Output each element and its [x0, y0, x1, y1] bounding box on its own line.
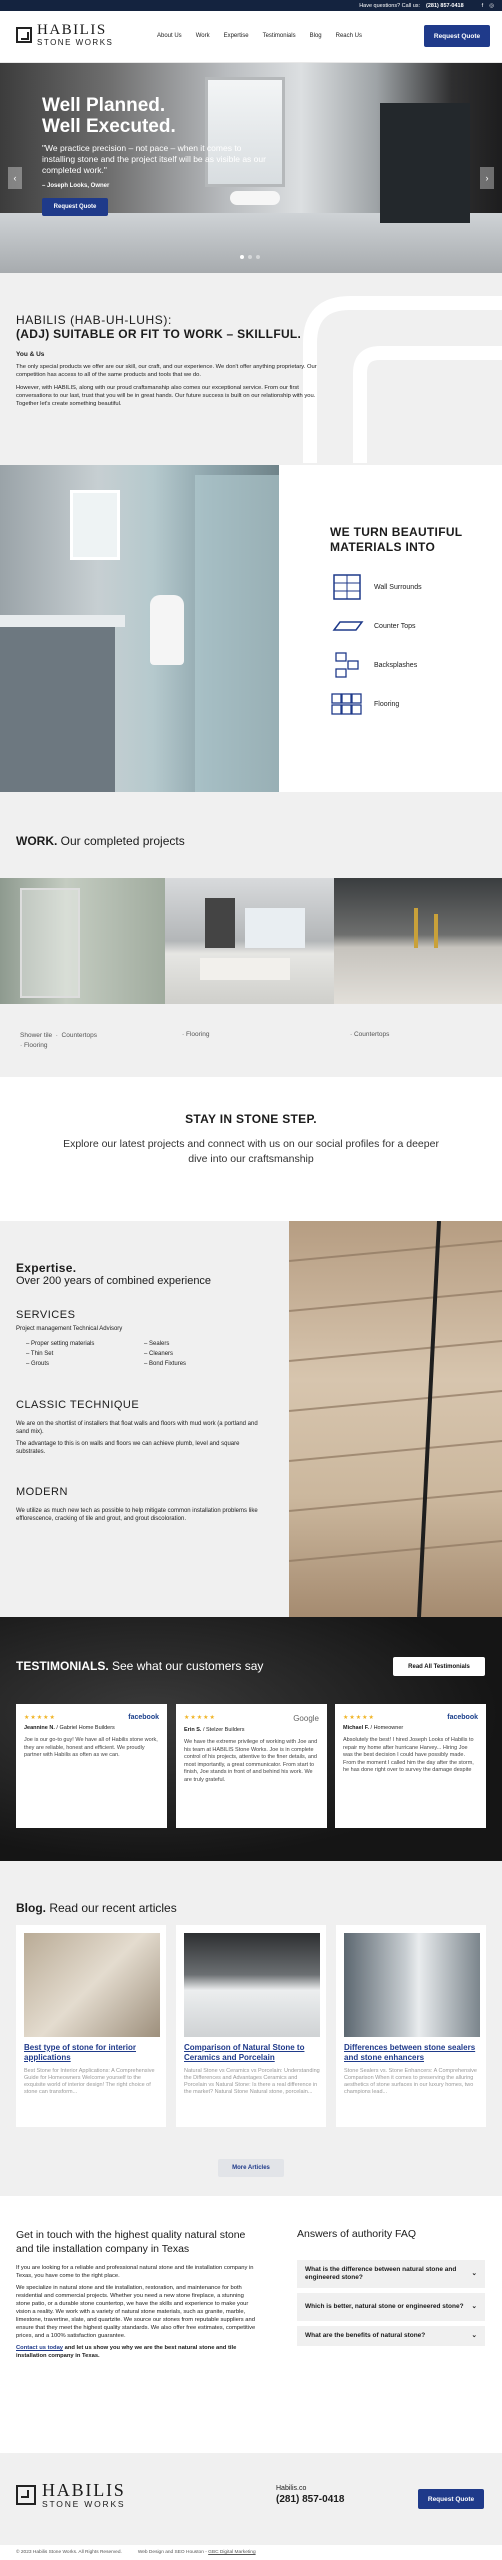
site-footer — [0, 2453, 502, 2545]
hero-quote: "We practice precision – not pace – when it comes to installing stone and the project itself will be as visible as our completed work." — [42, 143, 266, 175]
footer-request-quote-button[interactable]: Request Quote — [418, 2489, 484, 2509]
blog-card-1[interactable]: Best type of stone for interior applications Best Stone for Interior Applications: A Comprehensive Guide for Homeowners Welcome yourself to the exquisite world of interior design! The right choice of stone can transform... — [16, 1925, 166, 2127]
testimonials-heading: TESTIMONIALS. See what our customers say — [16, 1659, 264, 1673]
classic-title: CLASSIC TECHNIQUE — [16, 1399, 140, 1411]
testimonial-card-1: ★★★★★ facebook Jeannine N. / Gabriel Home Builders Joe is our go-to guy! We have all of Habilis stone work, they are reliable, honest and efficient. We proudly partner with Habilis as often as we can. — [16, 1704, 167, 1828]
contact-heading: Get in touch with the highest quality natural stone and tile installation company in Texas — [16, 2229, 246, 2255]
classic-p1: We are on the shortlist of installers that float walls and floors with mud work (a portland and sand mix). — [16, 1421, 258, 1435]
about-heading-2: (ADJ) SUITABLE OR FIT TO WORK – SKILLFUL. — [16, 327, 302, 341]
logo-main: HABILIS — [37, 22, 107, 38]
social-section — [0, 1077, 502, 1221]
material-wall-surrounds: Wall Surrounds — [330, 573, 422, 601]
hero-request-quote-button[interactable]: Request Quote — [42, 198, 108, 216]
blog-image-1[interactable] — [24, 1933, 160, 2037]
google-icon: Google — [293, 1714, 319, 1723]
materials-panel — [279, 465, 502, 792]
flooring-icon — [330, 690, 364, 718]
modern-p: We utilize as much new tech as possible to help mitigate common installation problems like efflorescence, cracking of tile and grout, and grout discoloration. — [16, 1508, 258, 1522]
social-heading: STAY IN STONE STEP. — [185, 1112, 317, 1126]
logo-sub: STONE WORKS — [37, 38, 114, 47]
copyright: © 2023 Habilis Stone Works. All Rights Reserved. — [16, 2550, 122, 2555]
expertise-section — [0, 1221, 289, 1617]
nav-about[interactable]: About Us — [157, 33, 182, 39]
contact-p2: We specialize in natural stone and tile installation, restoration, and maintenance for both residential and commercial projects. Whether you need a new stone fireplace, a stunning stone patio, or a durable stone countertop, we have the skills and experience to make your vision a reality. We work with a variety of natural stone materials, such as granite, marble, limestone, travertine, slate, and quartzite. We source our stones from reputable suppliers and ensure that they meet the highest quality standards. We also offer free estimates, competitive prices, and a 100% satisfaction guarantee. — [16, 2285, 256, 2339]
backsplash-icon — [330, 651, 364, 679]
hero-title-2: Well Executed. — [42, 116, 176, 137]
chevron-down-icon: ⌄ — [471, 2332, 477, 2339]
hero-prev-arrow-icon[interactable]: ‹ — [8, 167, 22, 189]
top-bar — [0, 0, 502, 11]
footer-bottom: © 2023 Habilis Stone Works. All Rights Reserved. Web Design and SEO Houston - GBC Digital Marketing — [0, 2545, 502, 2560]
faq-item-3[interactable]: What are the benefits of natural stone? ⌄ — [297, 2326, 485, 2346]
chevron-down-icon: ⌄ — [471, 2270, 477, 2277]
work-section — [0, 792, 502, 1077]
footer-site[interactable]: Habilis.co — [276, 2485, 307, 2492]
materials-heading: WE TURN BEAUTIFUL MATERIALS INTO — [330, 525, 463, 554]
expertise-heading-rest: Over 200 years of combined experience — [16, 1275, 212, 1287]
blog-card-2[interactable]: Comparison of Natural Stone to Ceramics and Porcelain Natural Stone vs Ceramics vs Porcelain: Understanding the Differences and Advantages Ceramics and Porcelain vs Natural Stone: Is there a real difference in the market? Natural Stone Natural stone, porcelain... — [176, 1925, 326, 2127]
services-sub: Project management Technical Advisory — [16, 1326, 123, 1332]
work-tags-2: · Flooring — [182, 1031, 210, 1038]
hero-slider — [0, 63, 502, 273]
more-articles-button[interactable]: More Articles — [218, 2159, 284, 2177]
logo-mark-icon — [16, 27, 32, 43]
blog-heading: Blog. Read our recent articles — [16, 1901, 177, 1915]
about-heading-1: HABILIS (HAB-UH-LUHS): — [16, 313, 172, 327]
wall-surrounds-icon — [330, 573, 364, 601]
blog-image-3[interactable] — [344, 1933, 480, 2037]
header-request-quote-button[interactable]: Request Quote — [424, 25, 490, 47]
staircase-photo — [289, 1221, 502, 1617]
counter-top-icon — [330, 612, 364, 640]
logo[interactable] — [16, 23, 113, 47]
chevron-down-icon: ⌄ — [471, 2303, 477, 2310]
nav-blog[interactable]: Blog — [309, 33, 322, 39]
about-p1: The only special products we offer are our skill, our craft, and our experience. We don't offer anything proprietary. Our competition has access to all of the same products and tools that we do. — [16, 364, 317, 378]
nav-testimonials[interactable]: Testimonials — [262, 33, 296, 39]
instagram-icon[interactable]: ◎ — [489, 2, 494, 9]
hero-title-1: Well Planned. — [42, 95, 166, 116]
site-header — [0, 11, 502, 63]
read-all-testimonials-button[interactable]: Read All Testimonials — [393, 1657, 485, 1676]
hero-next-arrow-icon[interactable]: › — [480, 167, 494, 189]
classic-p2: The advantage to this is on walls and floors we can achieve plumb, level and square substrates. — [16, 1441, 240, 1455]
material-flooring: Flooring — [330, 690, 422, 718]
social-text: Explore our latest projects and connect with us on our social profiles for a deeper dive into our craftsmanship — [63, 1138, 439, 1165]
top-bar-phone[interactable]: (281) 857-0418 — [426, 2, 464, 9]
nav-reach[interactable]: Reach Us — [335, 33, 362, 39]
blog-section — [0, 1861, 502, 2196]
footer-logo[interactable]: HABILIS STONE WORKS — [16, 2481, 126, 2509]
services-title: SERVICES — [16, 1309, 76, 1321]
bathroom-photo — [0, 465, 279, 792]
work-tags-1: Shower tile · Countertops · Flooring — [20, 1032, 97, 1049]
contact-p3: Contact us today and let us show you why we are the best natural stone and tile installation company in Texas. — [16, 2345, 237, 2359]
facebook-icon: facebook — [447, 1714, 478, 1721]
faq-heading: Answers of authority FAQ — [297, 2228, 417, 2240]
blog-card-3[interactable]: Differences between stone sealers and stone enhancers Stone Sealers vs. Stone Enhancers: A Comprehensive Comparison When it comes to preserving the alluring aesthetics of stone surfaces in our luxury homes, two champions lead... — [336, 1925, 486, 2127]
testimonial-card-2: ★★★★★ Google Erin S. / Stelzer Builders We have the extreme privilege of working with Joe and his team at HABILIS Stone Works. Joe is in complete control of his projects, attentive to the finer details, and most importantly, a great communicator. From start to finish, Joe stands in front of and behind his work. We are truly grateful. — [176, 1704, 327, 1828]
logo-mark-icon — [16, 2485, 36, 2505]
work-photo-1[interactable] — [0, 878, 165, 1004]
top-bar-question: Have questions? Call us: — [359, 2, 421, 9]
nav-work[interactable]: Work — [195, 33, 210, 39]
work-photo-3[interactable] — [334, 878, 502, 1004]
expertise-heading-bold: Expertise. — [16, 1261, 77, 1275]
contact-us-link[interactable]: Contact us today — [16, 2345, 64, 2351]
testimonial-card-3: ★★★★★ facebook Michael F. / Homeowner Absolutely the best! I hired Joseph Looks of Habilis to repair my home after hurricane Harvey... Hiring Joe was the best decision I could have possibly made. From the moment I called him the day after the storm, he has done right over to survey the damage despite — [335, 1704, 486, 1828]
faq-item-2[interactable]: Which is better, natural stone or engineered stone? ⌄ — [297, 2293, 485, 2321]
faq-item-1[interactable]: What is the difference between natural stone and engineered stone? ⌄ — [297, 2260, 485, 2288]
credit-link[interactable]: GBC Digital Marketing — [208, 2550, 256, 2555]
contact-p1: If you are looking for a reliable and professional natural stone and tile installation company in Texas, you have come to the right place. — [16, 2265, 254, 2279]
facebook-icon: facebook — [128, 1714, 159, 1721]
about-sub: You & Us — [16, 351, 45, 358]
modern-title: MODERN — [16, 1486, 68, 1498]
hero-cabinet — [380, 103, 470, 223]
work-photo-2[interactable] — [165, 878, 334, 1004]
work-heading: WORK. Our completed projects — [16, 834, 185, 848]
footer-contact — [276, 2485, 344, 2505]
about-section — [0, 273, 502, 465]
hero-author: – Joseph Looks, Owner — [42, 183, 110, 189]
contact-faq-section — [0, 2196, 502, 2453]
work-tags-3: · Countertops — [350, 1031, 390, 1038]
material-backsplashes: Backsplashes — [330, 651, 422, 679]
footer-phone[interactable]: (281) 857-0418 — [276, 2494, 345, 2505]
main-nav — [157, 33, 362, 39]
services-list: – Proper setting materials – Thin Set – Grouts – Sealers – Cleaners – Bond Fixtures — [26, 1341, 187, 1367]
material-counter-tops: Counter Tops — [330, 612, 422, 640]
hero-dots[interactable] — [240, 255, 260, 259]
about-p2: However, with HABILIS, along with our proud craftsmanship also comes our exceptional service. From our first conversations to our last, trust that you will be in great hands. Our future success is built on our relationship with you. Together let's create something beautiful. — [16, 385, 316, 407]
facebook-icon[interactable]: f — [481, 2, 484, 9]
blog-image-2[interactable] — [184, 1933, 320, 2037]
nav-expertise[interactable]: Expertise — [223, 33, 249, 39]
